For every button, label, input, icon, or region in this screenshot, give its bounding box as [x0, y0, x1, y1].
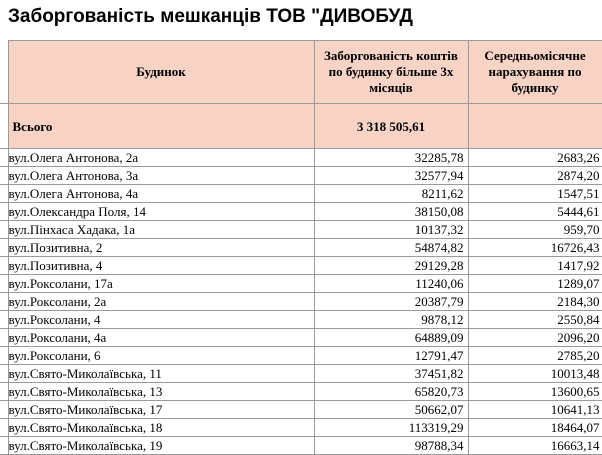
debt-cell[interactable]: 12791,47: [314, 347, 468, 365]
debt-cell[interactable]: 8211,62: [314, 185, 468, 203]
avg-cell[interactable]: 18464,07: [468, 419, 602, 437]
address-cell[interactable]: вул.Свято-Миколаївська, 13: [8, 383, 314, 401]
table-row: [0, 221, 602, 239]
avg-cell[interactable]: 2874,20: [468, 167, 602, 185]
row-margin-cell: [0, 185, 8, 203]
row-margin-cell: [0, 293, 8, 311]
row-margin-cell: [0, 347, 8, 365]
debt-cell[interactable]: 64889,09: [314, 329, 468, 347]
table-row: [0, 419, 602, 437]
row-margin-cell: [0, 419, 8, 437]
address-cell[interactable]: вул.Свято-Миколаївська, 11: [8, 365, 314, 383]
avg-cell[interactable]: 10013,48: [468, 365, 602, 383]
page-title: Заборгованість мешканців ТОВ "ДИВОБУД: [8, 6, 413, 27]
avg-cell[interactable]: 16726,43: [468, 239, 602, 257]
address-cell[interactable]: вул.Олега Антонова, 2а: [8, 149, 314, 167]
table-row: [0, 383, 602, 401]
address-cell[interactable]: вул.Позитивна, 4: [8, 257, 314, 275]
header-avg[interactable]: Середньомісячне нарахування по будинку: [468, 41, 602, 104]
row-margin-cell: [0, 401, 8, 419]
row-margin-cell: [0, 41, 8, 104]
table-row: [0, 401, 602, 419]
row-margin-cell: [0, 437, 8, 455]
address-cell[interactable]: вул.Свято-Миколаївська, 18: [8, 419, 314, 437]
table-row: [0, 239, 602, 257]
avg-cell[interactable]: 16663,14: [468, 437, 602, 455]
table-row: [0, 149, 602, 167]
address-cell[interactable]: вул.Роксолани, 4: [8, 311, 314, 329]
address-cell[interactable]: вул.Роксолани, 2а: [8, 293, 314, 311]
address-cell[interactable]: вул.Олександра Поля, 14: [8, 203, 314, 221]
table-row: [0, 185, 602, 203]
row-margin-cell: [0, 203, 8, 221]
address-cell[interactable]: вул.Пінхаса Хадака, 1а: [8, 221, 314, 239]
row-margin-cell: [0, 383, 8, 401]
avg-cell[interactable]: 2096,20: [468, 329, 602, 347]
debt-cell[interactable]: 37451,82: [314, 365, 468, 383]
table-row: [0, 347, 602, 365]
row-margin-cell: [0, 221, 8, 239]
table-row: [0, 167, 602, 185]
address-cell[interactable]: вул.Свято-Миколаївська, 19: [8, 437, 314, 455]
avg-cell[interactable]: 1289,07: [468, 275, 602, 293]
debt-cell[interactable]: 29129,28: [314, 257, 468, 275]
table-row: [0, 293, 602, 311]
debt-cell[interactable]: 50662,07: [314, 401, 468, 419]
header-debt[interactable]: Заборгованість коштів по будинку більше 3х місяців: [314, 41, 468, 104]
debt-cell[interactable]: 32577,94: [314, 167, 468, 185]
address-cell[interactable]: вул.Роксолани, 6: [8, 347, 314, 365]
address-cell[interactable]: вул.Позитивна, 2: [8, 239, 314, 257]
address-cell[interactable]: вул.Олега Антонова, 3а: [8, 167, 314, 185]
row-margin-cell: [0, 167, 8, 185]
avg-cell[interactable]: 2683,26: [468, 149, 602, 167]
debt-cell[interactable]: 11240,06: [314, 275, 468, 293]
header-building[interactable]: Будинок: [8, 41, 314, 104]
address-cell[interactable]: вул.Свято-Миколаївська, 17: [8, 401, 314, 419]
avg-cell[interactable]: 1547,51: [468, 185, 602, 203]
avg-cell[interactable]: 1417,92: [468, 257, 602, 275]
debt-cell[interactable]: 65820,73: [314, 383, 468, 401]
table-row: [0, 437, 602, 455]
avg-cell[interactable]: 2550,84: [468, 311, 602, 329]
row-margin-cell: [0, 365, 8, 383]
debt-cell[interactable]: 10137,32: [314, 221, 468, 239]
table-row: [0, 275, 602, 293]
debt-cell[interactable]: 54874,82: [314, 239, 468, 257]
debt-table: [0, 40, 602, 455]
avg-cell[interactable]: 959,70: [468, 221, 602, 239]
row-margin-cell: [0, 104, 8, 149]
debt-cell[interactable]: 113319,29: [314, 419, 468, 437]
avg-cell[interactable]: 2184,30: [468, 293, 602, 311]
address-cell[interactable]: вул.Олега Антонова, 4а: [8, 185, 314, 203]
debt-cell[interactable]: 9878,12: [314, 311, 468, 329]
total-row: [0, 104, 602, 149]
avg-cell[interactable]: 13600,65: [468, 383, 602, 401]
row-margin-cell: [0, 239, 8, 257]
debt-cell[interactable]: 38150,08: [314, 203, 468, 221]
total-avg[interactable]: [468, 104, 602, 149]
avg-cell[interactable]: 10641,13: [468, 401, 602, 419]
total-label[interactable]: Всього: [8, 104, 314, 149]
table-row: [0, 257, 602, 275]
table-row: [0, 203, 602, 221]
total-debt[interactable]: 3 318 505,61: [314, 104, 468, 149]
debt-cell[interactable]: 32285,78: [314, 149, 468, 167]
address-cell[interactable]: вул.Роксолани, 4а: [8, 329, 314, 347]
header-row: [0, 41, 602, 104]
table-row: [0, 311, 602, 329]
row-margin-cell: [0, 275, 8, 293]
row-margin-cell: [0, 149, 8, 167]
debt-cell[interactable]: 98788,34: [314, 437, 468, 455]
row-margin-cell: [0, 329, 8, 347]
avg-cell[interactable]: 5444,61: [468, 203, 602, 221]
row-margin-cell: [0, 257, 8, 275]
table-row: [0, 329, 602, 347]
avg-cell[interactable]: 2785,20: [468, 347, 602, 365]
table-row: [0, 365, 602, 383]
address-cell[interactable]: вул.Роксолани, 17а: [8, 275, 314, 293]
row-margin-cell: [0, 311, 8, 329]
debt-cell[interactable]: 20387,79: [314, 293, 468, 311]
